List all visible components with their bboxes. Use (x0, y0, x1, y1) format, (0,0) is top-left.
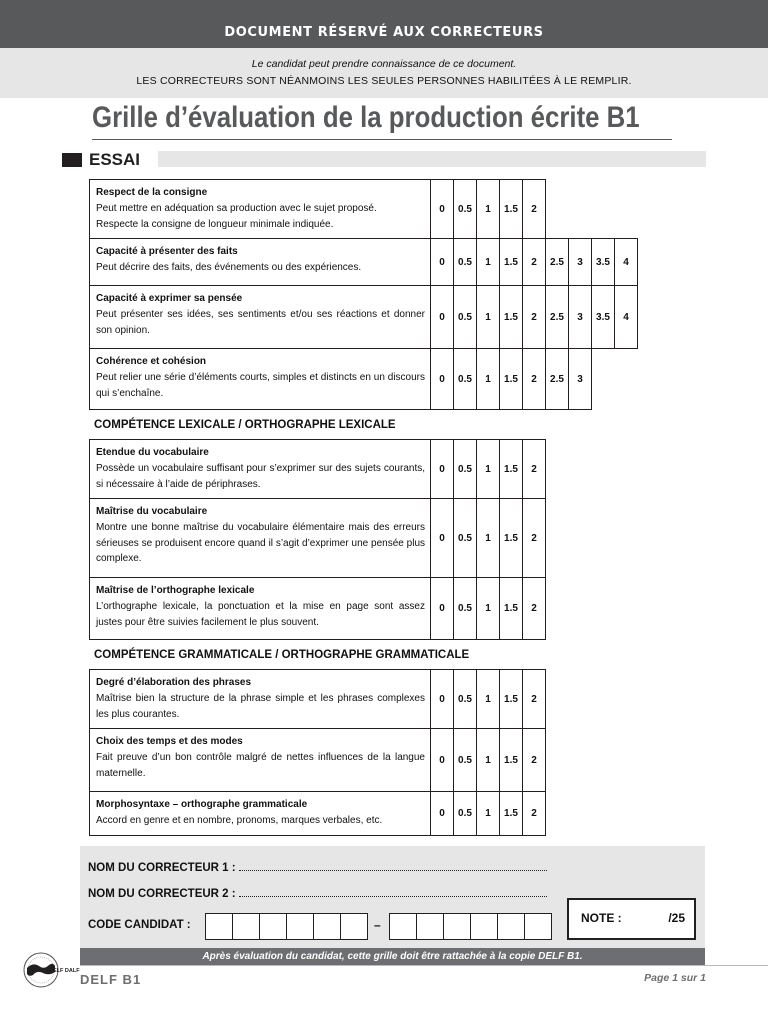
criterion-title: Maîtrise de l’orthographe lexicale (96, 585, 255, 596)
score-option[interactable]: 3.5 (591, 238, 615, 286)
criterion-title: Maîtrise du vocabulaire (96, 506, 208, 517)
score-option[interactable]: 2 (522, 498, 546, 578)
score-option[interactable]: 2 (522, 577, 546, 640)
delf-dalf-logo-icon (19, 950, 80, 990)
corrector-1-label: NOM DU CORRECTEUR 1 : (88, 862, 236, 874)
criterion-cell (89, 285, 431, 349)
score-option[interactable]: 0 (430, 669, 454, 729)
score-option[interactable]: 1 (476, 498, 500, 578)
score-option[interactable]: 0.5 (453, 669, 477, 729)
criterion-description: Accord en genre et en nombre, pronoms, marques verbales, etc. (96, 814, 383, 826)
score-option[interactable]: 0.5 (453, 285, 477, 349)
score-option[interactable]: 2 (522, 791, 546, 836)
criterion-cell (89, 238, 431, 286)
score-option[interactable]: 0 (430, 439, 454, 499)
criterion-cell (89, 498, 431, 578)
header-bar (0, 0, 768, 48)
score-option[interactable]: 2 (522, 238, 546, 286)
score-option[interactable]: 0 (430, 179, 454, 239)
score-option[interactable]: 1 (476, 669, 500, 729)
score-option[interactable]: 2.5 (545, 348, 569, 410)
section-title: ESSAI (89, 150, 141, 169)
attachment-notice: Après évaluation du candidat, cette grille doit être rattachée à la copie DELF B1. (80, 948, 705, 965)
criterion-cell (89, 179, 431, 239)
score-option[interactable]: 4 (614, 238, 638, 286)
criterion-cell (89, 439, 431, 499)
header-title: DOCUMENT RÉSERVÉ AUX CORRECTEURS (224, 25, 544, 40)
note-label: NOTE : (581, 911, 622, 925)
candidate-code-label: CODE CANDIDAT : (88, 919, 191, 931)
corrector-2-field[interactable] (88, 887, 547, 900)
score-option[interactable]: 2 (522, 439, 546, 499)
corrector-2-dotted-line[interactable] (239, 887, 547, 897)
criterion-description: Maîtrise bien la structure de la phrase simple et les phrases complexes les plus courantes. (96, 692, 425, 720)
score-option[interactable]: 2.5 (545, 285, 569, 349)
notice-line-1: Le candidat peut prendre connaissance de ce document. (251, 58, 517, 70)
code-digit-box[interactable] (340, 913, 368, 940)
score-option[interactable]: 1 (476, 577, 500, 640)
code-digit-box[interactable] (313, 913, 341, 940)
score-option[interactable]: 0.5 (453, 498, 477, 578)
note-box[interactable] (567, 898, 696, 940)
score-option[interactable]: 1.5 (499, 348, 523, 410)
criterion-cell (89, 791, 431, 836)
score-option[interactable]: 3 (568, 285, 592, 349)
criterion-cell (89, 577, 431, 640)
code-digit-box[interactable] (416, 913, 444, 940)
logo-text: DELF DALF (49, 968, 80, 974)
criterion-description: Montre une bonne maîtrise du vocabulaire élémentaire mais des erreurs sérieuses se produisent encore quand il s’agit d’exprimer une pensée plus complexe. (96, 521, 425, 565)
code-digit-box[interactable] (232, 913, 260, 940)
score-option[interactable]: 1.5 (499, 498, 523, 578)
criterion-cell (89, 348, 431, 410)
criterion-title: Capacité à exprimer sa pensée (96, 293, 243, 304)
score-option[interactable]: 1 (476, 728, 500, 792)
score-option[interactable]: 2.5 (545, 238, 569, 286)
score-cells (430, 791, 546, 836)
score-option[interactable]: 1.5 (499, 669, 523, 729)
score-cells (430, 577, 546, 640)
code-digit-box[interactable] (205, 913, 233, 940)
score-option[interactable]: 0 (430, 348, 454, 410)
criterion-title: Degré d’élaboration des phrases (96, 677, 252, 688)
title-underline (92, 139, 672, 140)
corrector-1-dotted-line[interactable] (239, 861, 547, 871)
criterion-title: Respect de la consigne (96, 187, 208, 198)
score-option[interactable]: 0.5 (453, 577, 477, 640)
code-digit-box[interactable] (497, 913, 525, 940)
score-option[interactable]: 1.5 (499, 728, 523, 792)
grammar-subheading: COMPÉTENCE GRAMMATICALE / ORTHOGRAPHE GRAMMATICALE (94, 649, 470, 661)
notice-line-2: LES CORRECTEURS SONT NÉANMOINS LES SEULES PERSONNES HABILITÉES À LE REMPLIR. (136, 75, 632, 87)
score-option[interactable]: 1.5 (499, 577, 523, 640)
criterion-description: Peut présenter ses idées, ses sentiments et/ou ses réactions et donner son opinion. (96, 308, 425, 336)
code-digit-box[interactable] (286, 913, 314, 940)
note-total: /25 (668, 911, 685, 925)
criterion-description: Fait preuve d’un bon contrôle malgré de nettes influences de la langue maternelle. (96, 751, 425, 779)
score-option[interactable]: 0.5 (453, 179, 477, 239)
score-option[interactable]: 0.5 (453, 728, 477, 792)
score-cells (430, 348, 592, 410)
score-option[interactable]: 1.5 (499, 439, 523, 499)
score-option[interactable]: 2 (522, 669, 546, 729)
score-option[interactable]: 2 (522, 179, 546, 239)
score-option[interactable]: 0 (430, 728, 454, 792)
criterion-cell (89, 728, 431, 792)
criterion-description: Peut relier une série d’éléments courts, simples et distincts en un discours qui s’enchaîne. (96, 371, 425, 399)
score-option[interactable]: 1.5 (499, 791, 523, 836)
score-cells (430, 439, 546, 499)
score-cells (430, 285, 638, 349)
criterion-title: Capacité à présenter des faits (96, 246, 238, 257)
code-digit-box[interactable] (389, 913, 417, 940)
score-option[interactable]: 0 (430, 791, 454, 836)
criterion-description: Possède un vocabulaire suffisant pour s’exprimer sur des sujets courants, si nécessaire à l’aide de périphrases. (96, 462, 425, 490)
score-option[interactable]: 0 (430, 577, 454, 640)
score-option[interactable]: 3 (568, 238, 592, 286)
corrector-1-field[interactable] (88, 861, 547, 874)
criterion-title: Etendue du vocabulaire (96, 447, 209, 458)
score-option[interactable]: 1 (476, 285, 500, 349)
score-option[interactable]: 3.5 (591, 285, 615, 349)
criterion-description: Peut décrire des faits, des événements ou des expériences. (96, 261, 362, 273)
score-option[interactable]: 1 (476, 179, 500, 239)
score-cells (430, 498, 546, 578)
score-cells (430, 179, 546, 239)
code-digit-box[interactable] (524, 913, 552, 940)
score-option[interactable]: 3 (568, 348, 592, 410)
code-digit-box[interactable] (470, 913, 498, 940)
score-option[interactable]: 1 (476, 348, 500, 410)
code-digit-box[interactable] (259, 913, 287, 940)
page-number: Page 1 sur 1 (644, 972, 706, 984)
brand-label: DELF B1 (80, 972, 142, 987)
code-digit-box[interactable] (443, 913, 471, 940)
criterion-title: Morphosyntaxe – orthographe grammaticale (96, 799, 308, 810)
score-option[interactable]: 0.5 (453, 791, 477, 836)
score-option[interactable]: 1.5 (499, 238, 523, 286)
score-option[interactable]: 0.5 (453, 439, 477, 499)
score-option[interactable]: 0 (430, 285, 454, 349)
document-title: Grille d’évaluation de la production écrite B1 (92, 101, 640, 134)
corrector-2-label: NOM DU CORRECTEUR 2 : (88, 888, 236, 900)
code-separator: – (374, 918, 381, 932)
score-option[interactable]: 2 (522, 728, 546, 792)
candidate-code-boxes-2 (389, 913, 552, 940)
score-option[interactable]: 1 (476, 439, 500, 499)
criterion-description: Peut mettre en adéquation sa production avec le sujet proposé. Respecte la consigne de longueur minimale indiquée. (96, 202, 377, 230)
score-option[interactable]: 1 (476, 238, 500, 286)
section-marker-icon (62, 153, 82, 167)
notice-band (0, 48, 768, 98)
score-cells (430, 669, 546, 729)
score-option[interactable]: 0.5 (453, 348, 477, 410)
criterion-title: Cohérence et cohésion (96, 356, 207, 367)
criterion-description: L’orthographe lexicale, la ponctuation et la mise en page sont assez justes pour être suivies facilement le plus souvent. (96, 600, 425, 628)
score-option[interactable]: 2 (522, 348, 546, 410)
score-option[interactable]: 1.5 (499, 285, 523, 349)
candidate-code-boxes-1 (205, 913, 368, 940)
score-option[interactable]: 1 (476, 791, 500, 836)
criterion-cell (89, 669, 431, 729)
lexical-subheading: COMPÉTENCE LEXICALE / ORTHOGRAPHE LEXICALE (94, 419, 396, 431)
section-bar (158, 151, 706, 167)
score-option[interactable]: 1.5 (499, 179, 523, 239)
score-option[interactable]: 4 (614, 285, 638, 349)
score-option[interactable]: 0.5 (453, 238, 477, 286)
score-option[interactable]: 0 (430, 238, 454, 286)
score-option[interactable]: 0 (430, 498, 454, 578)
score-option[interactable]: 2 (522, 285, 546, 349)
criterion-title: Choix des temps et des modes (96, 736, 243, 747)
footer-divider (80, 965, 768, 966)
section-header (62, 151, 706, 167)
score-cells (430, 728, 546, 792)
score-cells (430, 238, 638, 286)
